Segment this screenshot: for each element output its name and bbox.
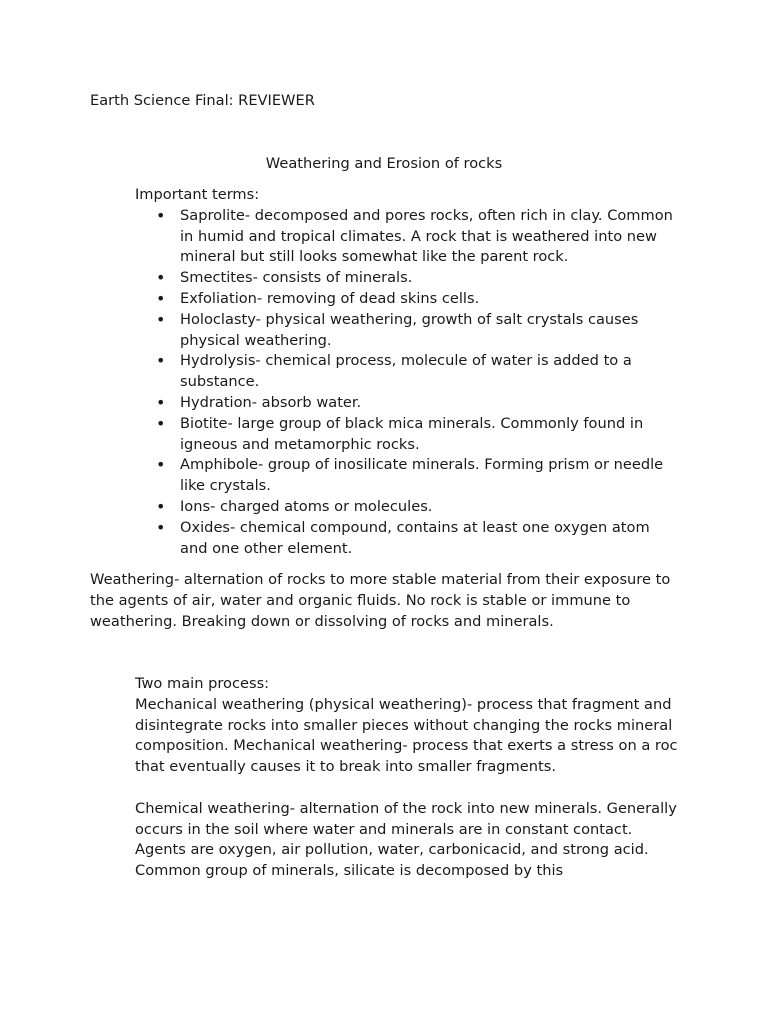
bullet-icon: •	[156, 496, 166, 516]
term-text: Biotite- large group of black mica minerals. Commonly found in igneous and metamorphic rocks.	[180, 414, 644, 453]
term-text: Holoclasty- physical weathering, growth of salt crystals causes physical weathering.	[180, 310, 639, 349]
list-item	[135, 518, 680, 560]
term-text: Saprolite- decomposed and pores rocks, often rich in clay. Common in humid and tropical climates. A rock that is weathered into new mineral but still looks somewhat like the parent rock.	[180, 206, 673, 266]
term-text: Smectites- consists of minerals.	[180, 269, 413, 287]
weathering-paragraph: Weathering- alternation of rocks to more stable material from their exposure to the agents of air, water and organic fluids. No rock is stable or immune to weathering. Breaking down or dissolving of rocks and minerals.	[90, 571, 671, 630]
term-text: Amphibole- group of inosilicate minerals. Forming prism or needle like crystals.	[180, 456, 664, 495]
terms-heading: Important terms:	[135, 186, 260, 203]
list-item	[135, 497, 680, 518]
list-item	[135, 289, 680, 310]
term-text: Exfoliation- removing of dead skins cells.	[180, 289, 480, 307]
bullet-icon: •	[156, 268, 166, 288]
bullet-icon: •	[156, 392, 166, 412]
bullet-icon: •	[156, 455, 166, 475]
important-terms-section	[135, 185, 695, 559]
bullet-icon: •	[156, 309, 166, 329]
list-item	[135, 268, 680, 289]
process-heading: Two main process:	[135, 675, 270, 692]
term-text: Hydrolysis- chemical process, molecule of water is added to a substance.	[180, 352, 632, 391]
two-main-process-section	[135, 674, 680, 882]
document-title: Earth Science Final: REVIEWER	[90, 92, 315, 109]
bullet-icon: •	[156, 351, 166, 371]
paragraph-spacer	[135, 778, 680, 799]
chemical-weathering-paragraph: Chemical weathering- alternation of the rock into new minerals. Generally occurs in the soil where water and minerals are in constant contact. Agents are oxygen, air pollution, water, carbonicacid, and strong acid. Common group of minerals, silicate is decomposed by this	[135, 799, 677, 880]
list-item	[135, 351, 680, 393]
list-item	[135, 455, 680, 497]
bullet-icon: •	[156, 205, 166, 225]
section-title: Weathering and Erosion of rocks	[265, 155, 503, 172]
mechanical-weathering-paragraph: Mechanical weathering (physical weathering)- process that fragment and disintegrate rocks into smaller pieces without changing the rocks mineral composition. Mechanical weathering- process that exerts a stress on a roc that eventually causes it to break into smaller fragments.	[135, 695, 678, 776]
list-item	[135, 414, 680, 456]
bullet-icon: •	[156, 413, 166, 433]
term-text: Oxides- chemical compound, contains at least one oxygen atom and one other element.	[180, 518, 650, 557]
list-item	[135, 310, 680, 352]
bullet-icon: •	[156, 517, 166, 537]
term-text: Ions- charged atoms or molecules.	[180, 497, 433, 515]
term-text: Hydration- absorb water.	[180, 393, 362, 411]
terms-list	[135, 206, 695, 560]
list-item	[135, 206, 680, 268]
list-item	[135, 393, 680, 414]
bullet-icon: •	[156, 288, 166, 308]
